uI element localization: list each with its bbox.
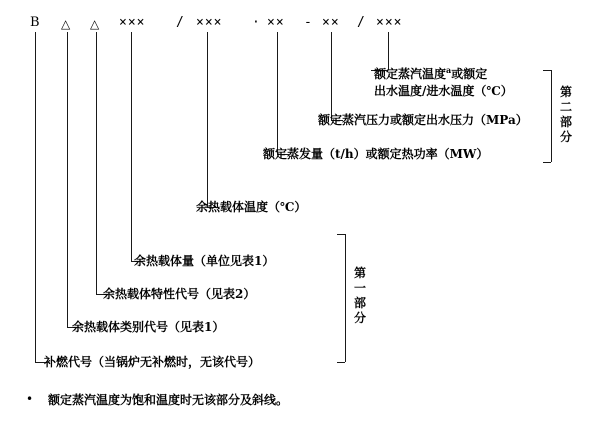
symbol-xx-2: ×× xyxy=(322,15,340,30)
footnote-marker: • xyxy=(26,392,34,406)
label-steam-temperature-line2: 出水温度/进水温度（℃） xyxy=(374,84,513,98)
leader-line-medium-character xyxy=(96,32,97,294)
leader-line-evaporation xyxy=(277,32,278,154)
bracket-part-one-top-arm xyxy=(337,234,345,235)
leader-line-supplement-fuel xyxy=(35,32,36,362)
label-steam-temperature-tail: 或额定 xyxy=(451,67,488,81)
group-label-part-two: 第二部分 xyxy=(559,85,572,144)
leader-line-medium-volume xyxy=(131,32,132,261)
symbol-triangle-1: △ xyxy=(61,17,71,31)
label-medium-character: 余热载体特性代号（见表2） xyxy=(103,287,256,301)
symbol-B: B xyxy=(30,15,40,30)
symbol-xxx-2: ××× xyxy=(196,15,223,30)
bracket-part-one-spine xyxy=(345,234,346,362)
leader-line-medium-temperature xyxy=(207,32,208,207)
label-medium-volume: 余热载体量（单位见表1） xyxy=(134,254,275,268)
label-medium-category: 余热载体类别代号（见表1） xyxy=(72,320,225,334)
label-medium-temperature: 余热载体温度（℃） xyxy=(196,200,307,214)
leader-line-pressure xyxy=(331,32,332,120)
symbol-slash-2: / xyxy=(357,15,366,30)
symbol-xx-1: ×× xyxy=(267,15,285,30)
label-supplement-fuel: 补燃代号（当锅炉无补燃时，无该代号） xyxy=(44,355,261,369)
leader-line-medium-category xyxy=(67,32,68,327)
label-steam-pressure: 额定蒸汽压力或额定出水压力（MPa） xyxy=(318,113,528,127)
bracket-part-two-spine xyxy=(551,70,552,162)
symbol-dash: - xyxy=(304,15,313,30)
symbol-triangle-2: △ xyxy=(90,17,100,31)
footnote-text: 额定蒸汽温度为饱和温度时无该部分及斜线。 xyxy=(48,393,289,407)
label-evaporation: 额定蒸发量（t/h）或额定热功率（MW） xyxy=(263,147,489,161)
symbol-xxx-3: ××× xyxy=(376,15,403,30)
symbol-xxx-1: ××× xyxy=(119,15,146,30)
symbol-slash-1: / xyxy=(176,15,185,30)
bracket-part-two-top-arm xyxy=(543,70,551,71)
group-label-part-one: 第一部分 xyxy=(353,266,366,325)
symbol-dot: · xyxy=(252,15,261,30)
label-steam-temperature xyxy=(374,62,542,100)
label-steam-temperature-superscript: a xyxy=(446,65,452,75)
label-steam-temperature-line1: 额定蒸汽温度 xyxy=(374,67,447,81)
bracket-part-one-bottom-arm xyxy=(337,362,345,363)
bracket-part-two-bottom-arm xyxy=(543,162,551,163)
